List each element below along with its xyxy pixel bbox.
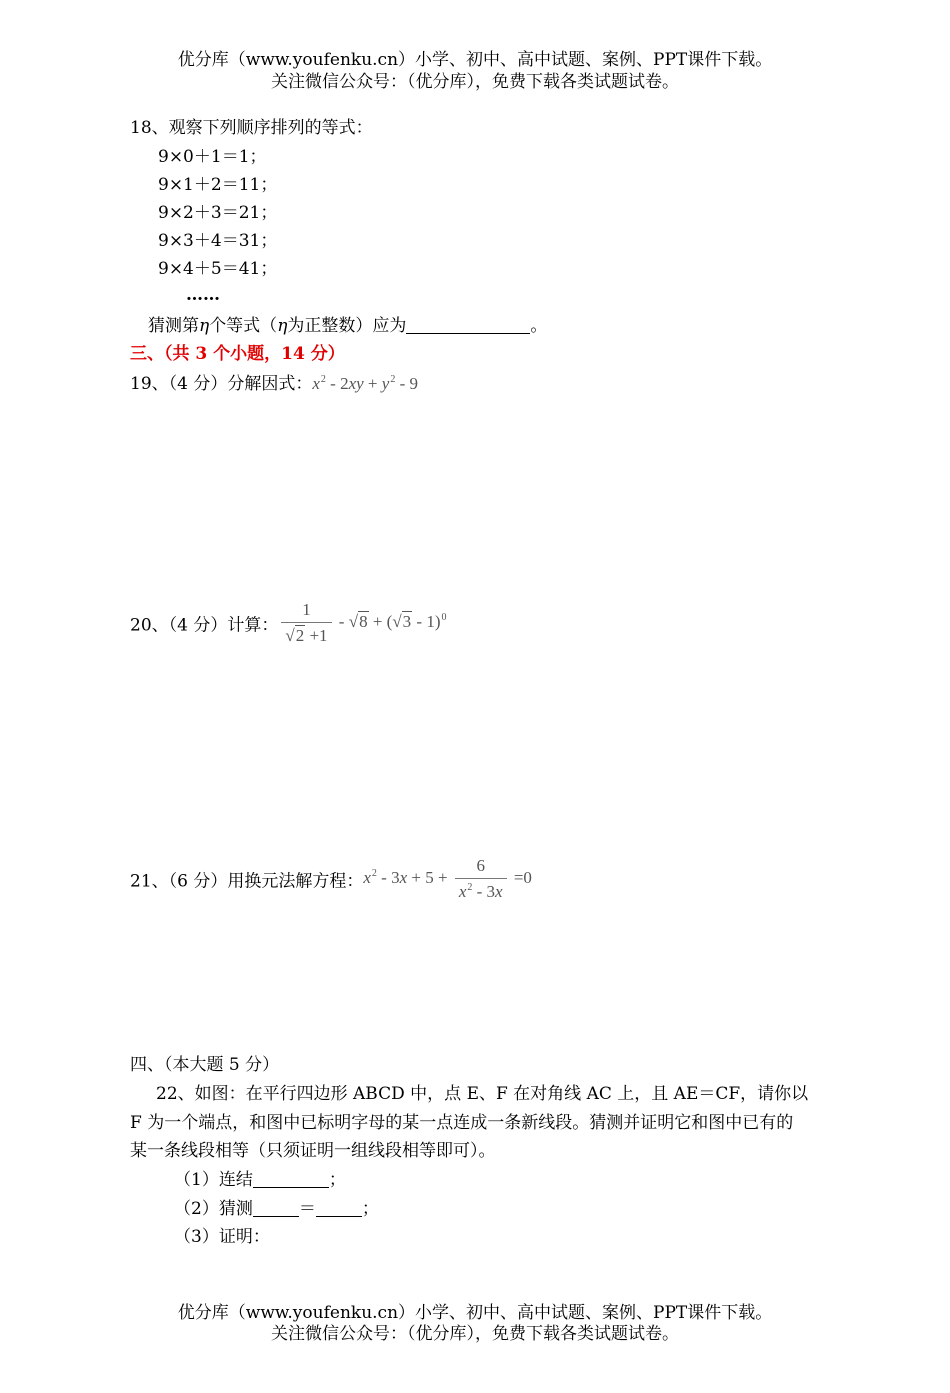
q21-den-x: x: [458, 882, 467, 901]
q18-equation-3: 9×2＋3＝21；: [158, 203, 278, 223]
q18-guess-end: 。: [530, 316, 548, 336]
q20-sqrt-3: √3: [392, 611, 412, 631]
q20-radicand-2: 2: [295, 626, 305, 645]
q18-equation-1: 9×0＋1＝1；: [158, 147, 267, 167]
q19-exp-y: 2: [390, 374, 396, 385]
q19-y: y: [381, 374, 390, 393]
q22-part-1: [174, 1171, 346, 1189]
q21-minus-3: - 3: [376, 867, 400, 887]
q21-den-exp: 2: [467, 882, 473, 893]
q20-numerator: 1: [281, 600, 331, 623]
q22-part-2: [174, 1200, 379, 1218]
q22-equals: ＝: [298, 1199, 316, 1219]
q22-part-2-end: ；: [361, 1199, 379, 1219]
header-line-1: 优分库（www.youfenku.cn）小学、初中、高中试题、案例、PPT课件下载。: [177, 50, 773, 70]
q21-x: x: [363, 867, 371, 887]
q21-numerator: 6: [455, 856, 507, 879]
q21-plus-5: + 5 +: [407, 867, 452, 887]
q20-radicand-8: 8: [359, 611, 368, 631]
q20-radicand-3: 3: [402, 611, 412, 631]
q20-fraction: [281, 600, 331, 646]
q21-equals-zero: =0: [509, 867, 532, 887]
q18-var-n: η: [199, 316, 210, 336]
q19-line: [130, 375, 418, 393]
footer-line-1: 优分库（www.youfenku.cn）小学、初中、高中试题、案例、PPT课件下载。: [177, 1303, 773, 1323]
q20-plus-paren: + (: [368, 611, 393, 631]
q18-guess-line: [148, 317, 547, 335]
q20-sqrt-8: √8: [348, 611, 368, 631]
q18-title: 18、观察下列顺序排列的等式：: [130, 118, 373, 138]
q19-coef: 2: [340, 374, 349, 393]
q20-denominator: [281, 623, 331, 646]
q21-x-2: x: [399, 867, 408, 887]
q20-plus-one: +1: [305, 626, 328, 645]
q21-exp: 2: [371, 867, 377, 879]
q19-xy: xy: [348, 374, 364, 393]
section-3-heading: 三、（共 3 个小题，14 分）: [130, 344, 345, 364]
q19-label: 19、（4 分）分解因式：: [130, 374, 313, 394]
q21-den-minus-3: - 3: [472, 882, 496, 901]
q19-exp: 2: [320, 374, 326, 385]
q20-exp-zero: 0: [441, 611, 447, 623]
footer-line-2: 关注微信公众号：（优分库），免费下载各类试题试卷。: [271, 1324, 679, 1344]
q18-answer-blank[interactable]: [406, 317, 530, 334]
q18-equation-4: 9×3＋4＝31；: [158, 231, 278, 251]
q21-fraction: [455, 856, 507, 902]
q20-label: 20、（4 分）计算：: [130, 615, 279, 636]
q22-text-line-3: 某一条线段相等（只须证明一组线段相等即可）。: [130, 1141, 496, 1161]
q21-den-x-2: x: [495, 882, 503, 901]
header-line-2: 关注微信公众号：（优分库），免费下载各类试题试卷。: [271, 72, 679, 92]
q20-line: [130, 600, 446, 646]
q22-guess-blank-left[interactable]: [253, 1200, 299, 1217]
q22-connect-blank[interactable]: [253, 1171, 329, 1188]
q19-x: x: [312, 374, 320, 393]
q22-part-1-end: ；: [328, 1170, 346, 1190]
q18-guess-mid2: 为正整数）应为: [287, 316, 407, 336]
q18-var-n-2: η: [277, 316, 288, 336]
q20-minus-one: - 1): [412, 611, 441, 631]
q19-plus: +: [363, 374, 382, 393]
q20-expression: [278, 600, 447, 645]
q21-denominator: [455, 879, 507, 902]
q22-text-line-1: 22、如图：在平行四边形 ABCD 中，点 E、F 在对角线 AC 上，且 AE＝CF，请你以: [156, 1084, 809, 1104]
q21-line: [130, 856, 532, 902]
q18-guess-mid: 个等式（: [209, 316, 278, 336]
q18-guess-pre: 猜测第: [148, 316, 199, 336]
q22-part-3: （3）证明：: [174, 1227, 270, 1247]
q22-part-2-label: （2）猜测: [174, 1199, 253, 1219]
q22-guess-blank-right[interactable]: [316, 1200, 362, 1217]
q19-nine: 9: [409, 374, 418, 393]
q19-minus: -: [325, 374, 341, 393]
q20-sqrt-2: √2: [285, 626, 305, 645]
q21-expression: [363, 856, 532, 901]
q18-ellipsis: ……: [186, 285, 220, 305]
q22-text-line-2: F 为一个端点，和图中已标明字母的某一点连成一条新线段。猜测并证明它和图中已有的: [130, 1113, 794, 1133]
section-4-heading: 四、（本大题 5 分）: [130, 1055, 280, 1075]
q18-equation-2: 9×1＋2＝11；: [158, 175, 278, 195]
q22-part-1-label: （1）连结: [174, 1170, 253, 1190]
q19-expression: [312, 374, 418, 393]
q19-minus-2: -: [395, 374, 410, 393]
q18-equation-5: 9×4＋5＝41；: [158, 259, 278, 279]
q21-label: 21、（6 分）用换元法解方程：: [130, 871, 364, 892]
q20-minus: -: [334, 611, 349, 631]
